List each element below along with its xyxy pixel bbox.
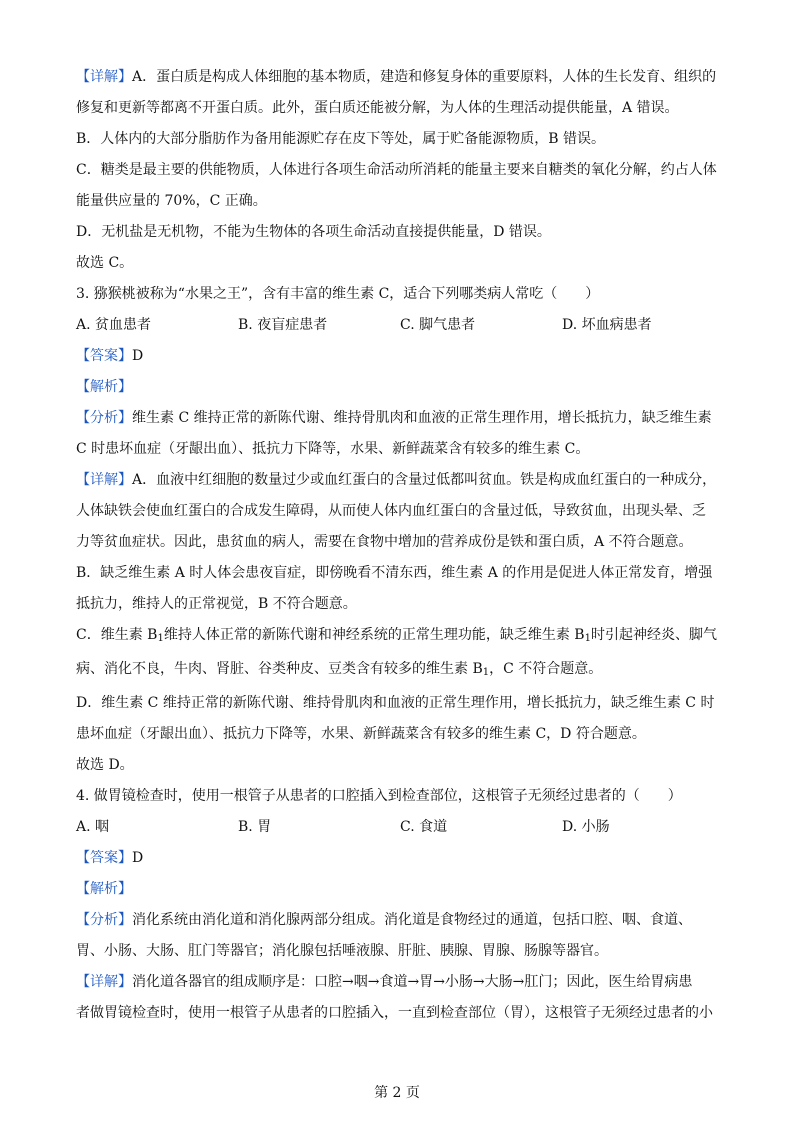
- q3-stem: 3. 猕猴桃被称为“水果之王”，含有丰富的维生素 C，适合下列哪类病人常吃（ ）: [76, 286, 600, 302]
- q2-detail-d: D．无机盐是无机物，不能为生物体的各项生命活动直接提供能量，D 错误。: [76, 224, 551, 240]
- detail-tag: 【详解】: [76, 69, 132, 85]
- q3-answer-value: D: [132, 348, 144, 364]
- analysis-tag: 【解析】: [76, 379, 132, 395]
- q4-analysis-text1: 消化系统由消化道和消化腺两部分组成。消化道是食物经过的通道，包括口腔、咽、食道、: [132, 912, 692, 928]
- q3-detail-a-line3: 力等贫血症状。因此，患贫血的病人，需要在食物中增加的营养成份是铁和蛋白质，A 不符合题意。: [76, 534, 693, 550]
- q2-detail-c-line2: 能量供应量的 70%，C 正确。: [76, 193, 267, 209]
- q4-options: [76, 812, 726, 843]
- q4-answer: [76, 843, 726, 874]
- q3-detail-b-line1: B．缺乏维生素 A 时人体会患夜盲症，即傍晚看不清东西，维生素 A 的作用是促进人体正常发育，增强: [76, 565, 713, 581]
- q3-answer: [76, 341, 726, 372]
- analysis-sub-tag: 【分析】: [76, 410, 132, 426]
- q3-detail-c-part1: C．维生素 B: [76, 627, 158, 643]
- q4-option-b: B. 胃: [238, 819, 272, 835]
- q4-option-d: D. 小肠: [562, 819, 610, 835]
- page-number: 第 2 页: [374, 1085, 420, 1101]
- q3-detail-a-line2: 人体缺铁会使血红蛋白的合成发生障碍，从而使人体内血红蛋白的含量过低，导致贫血，出现头晕、乏: [76, 503, 706, 519]
- q4-analysis-heading: [76, 874, 726, 905]
- question-3: [76, 279, 726, 781]
- q3-detail-b-line2: 抵抗力，维持人的正常视觉，B 不符合题意。: [76, 596, 357, 612]
- q2-detail-b: B．人体内的大部分脂肪作为备用能源贮存在皮下等处，属于贮备能源物质，B 错误。: [76, 131, 606, 147]
- q3-detail-a-text1: A．血液中红细胞的数量过少或血红蛋白的含量过低都叫贫血。铁是构成血红蛋白的一种成分，: [132, 472, 717, 488]
- q4-option-a: A. 咽: [76, 819, 110, 835]
- q2-detail: [76, 62, 726, 279]
- q3-detail-d-line1: D．维生素 C 维持正常的新陈代谢、维持骨肌肉和血液的正常生理作用，增长抵抗力，缺乏维生素 C 时: [76, 695, 715, 711]
- analysis-sub-tag: 【分析】: [76, 912, 132, 928]
- q3-option-c: C. 脚气患者: [400, 317, 476, 333]
- q4-answer-value: D: [132, 850, 144, 866]
- q2-conclusion: 故选 C。: [76, 255, 134, 271]
- q3-options: [76, 310, 726, 341]
- q2-detail-a-line2: 修复和更新等都离不开蛋白质。此外，蛋白质还能被分解，为人体的生理活动提供能量，A 错误。: [76, 100, 679, 116]
- q3-option-d: D. 坏血病患者: [562, 317, 652, 333]
- q3-detail-c-part3: 时引起神经炎、脚气: [590, 627, 717, 643]
- q2-detail-c-line1: C．糖类是最主要的供能物质，人体进行各项生命活动所消耗的能量主要来自糖类的氧化分解，约占人体: [76, 162, 717, 178]
- q4-analysis-line1: [76, 905, 726, 936]
- q4-detail-line1: [76, 967, 726, 998]
- subscript-1: 1: [482, 667, 490, 678]
- q4-detail-text1: 消化道各器官的组成顺序是：口腔→咽→食道→胃→小肠→大肠→肛门；因此，医生给胃病患: [132, 974, 693, 990]
- q3-detail-c-line2: [76, 654, 726, 688]
- q3-option-b: B. 夜盲症患者: [238, 317, 328, 333]
- q3-detail-d-line2: 患坏血症（牙龈出血）、抵抗力下降等，水果、新鲜蔬菜含有较多的维生素 C，D 符合题意。: [76, 726, 646, 742]
- q3-analysis-text1: 维生素 C 维持正常的新陈代谢、维持骨肌肉和血液的正常生理作用，增长抵抗力，缺乏维生素: [132, 410, 712, 426]
- q3-analysis-line1: [76, 403, 726, 434]
- q2-detail-a-line1: [76, 62, 726, 93]
- q3-detail-c-part4: 病、消化不良，牛肉、肾脏、谷类种皮、豆类含有较多的维生素 B: [76, 661, 483, 677]
- q4-option-c: C. 食道: [400, 819, 448, 835]
- detail-tag: 【详解】: [76, 974, 132, 990]
- q3-detail-c-part5: ，C 不符合题意。: [489, 661, 603, 677]
- q3-analysis-line2: C 时患坏血症（牙龈出血）、抵抗力下降等，水果、新鲜蔬菜含有较多的维生素 C。: [76, 441, 590, 457]
- answer-tag: 【答案】: [76, 348, 132, 364]
- q3-detail-c-line1: [76, 620, 726, 654]
- q3-conclusion: 故选 D。: [76, 757, 134, 773]
- q4-detail-line2: 者做胃镜检查时，使用一根管子从患者的口腔插入，一直到检查部位（胃），这根管子无须经过患者的小: [76, 1005, 713, 1021]
- q3-detail-c-part2: 维持人体正常的新陈代谢和神经系统的正常生理功能，缺乏维生素 B: [163, 627, 585, 643]
- q2-detail-a-text1: A．蛋白质是构成人体细胞的基本物质，建造和修复身体的重要原料，人体的生长发育、组织的: [132, 69, 717, 85]
- subscript-1: 1: [584, 633, 591, 644]
- q4-analysis-line2: 胃、小肠、大肠、肛门等器官；消化腺包括唾液腺、肝脏、胰腺、胃腺、肠腺等器官。: [76, 943, 608, 959]
- q3-analysis-heading: [76, 372, 726, 403]
- subscript-1: 1: [157, 633, 164, 644]
- q3-detail-a-line1: [76, 465, 726, 496]
- q4-stem: 4. 做胃镜检查时，使用一根管子从患者的口腔插入到检查部位，这根管子无须经过患者的（ ）: [76, 788, 682, 804]
- answer-tag: 【答案】: [76, 850, 132, 866]
- question-4: [76, 781, 726, 1029]
- page-content: [76, 62, 726, 1029]
- q3-option-a: A. 贫血患者: [76, 317, 152, 333]
- detail-tag: 【详解】: [76, 472, 132, 488]
- analysis-tag: 【解析】: [76, 881, 132, 897]
